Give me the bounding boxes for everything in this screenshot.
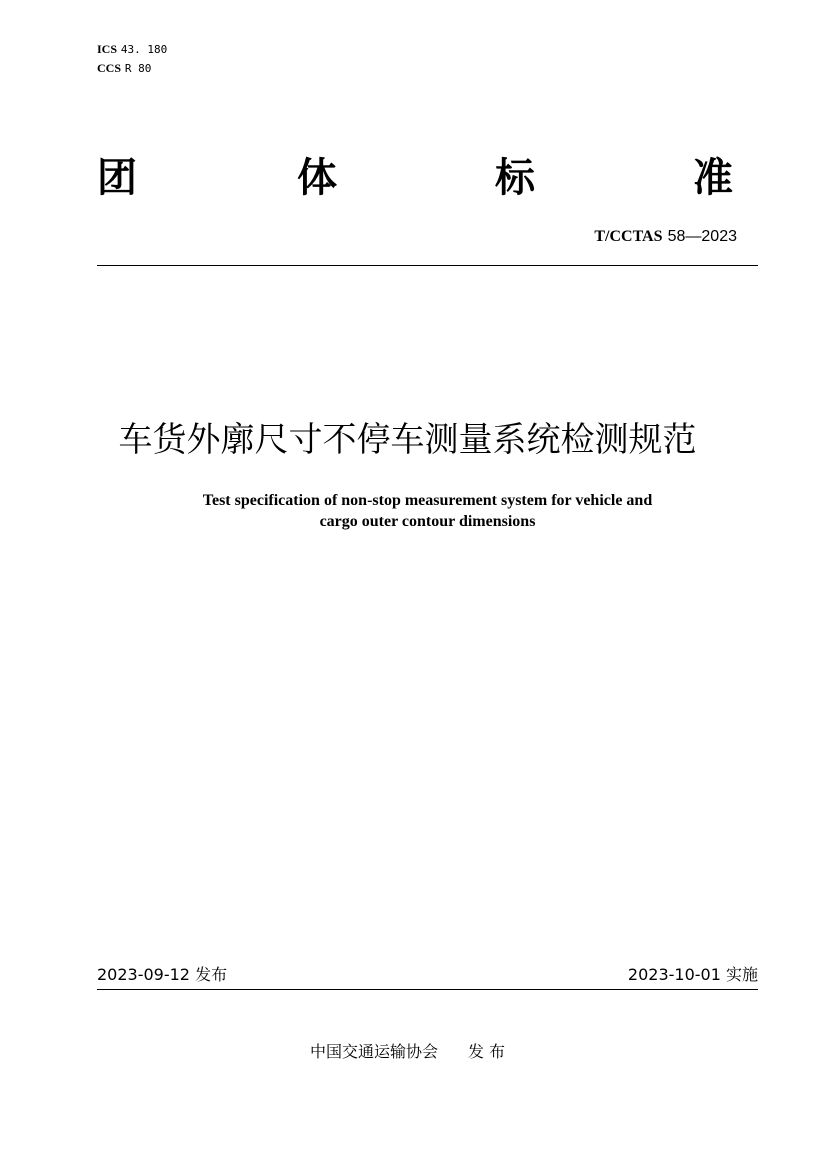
standard-number-prefix: T/CCTAS (594, 228, 663, 245)
standard-type-char-1: 团 (97, 155, 137, 201)
classification-codes (97, 40, 167, 78)
document-title-chinese: 车货外廓尺寸不停车测量系统检测规范 (118, 420, 697, 460)
standard-type-heading (97, 148, 737, 208)
document-title-english-line-1: Test specification of non-stop measurement system for vehicle and (202, 492, 653, 509)
header-divider (97, 265, 758, 266)
publisher (0, 1040, 815, 1064)
publisher-action: 发 布 (467, 1042, 506, 1061)
footer-divider (97, 989, 758, 990)
publisher-name: 中国交通运输协会 (309, 1042, 438, 1061)
standard-type-char-2: 体 (297, 155, 337, 201)
issue-date: 2023-09-12 发布 (97, 965, 228, 984)
effective-date: 2023-10-01 实施 (627, 965, 758, 984)
standard-type-char-4: 准 (693, 155, 733, 201)
document-title-english (97, 490, 758, 532)
standard-number (594, 226, 737, 246)
ics-value: 43. 180 (120, 43, 168, 56)
ccs-label: CCS (97, 61, 122, 75)
standard-number-suffix: 58—2023 (667, 228, 737, 245)
ccs-value: R 80 (124, 62, 152, 75)
document-title-english-line-2: cargo outer contour dimensions (319, 513, 536, 530)
ics-label: ICS (97, 42, 118, 56)
ics-code (97, 40, 167, 59)
standard-type-char-3: 标 (495, 155, 535, 201)
ccs-code (97, 59, 167, 78)
